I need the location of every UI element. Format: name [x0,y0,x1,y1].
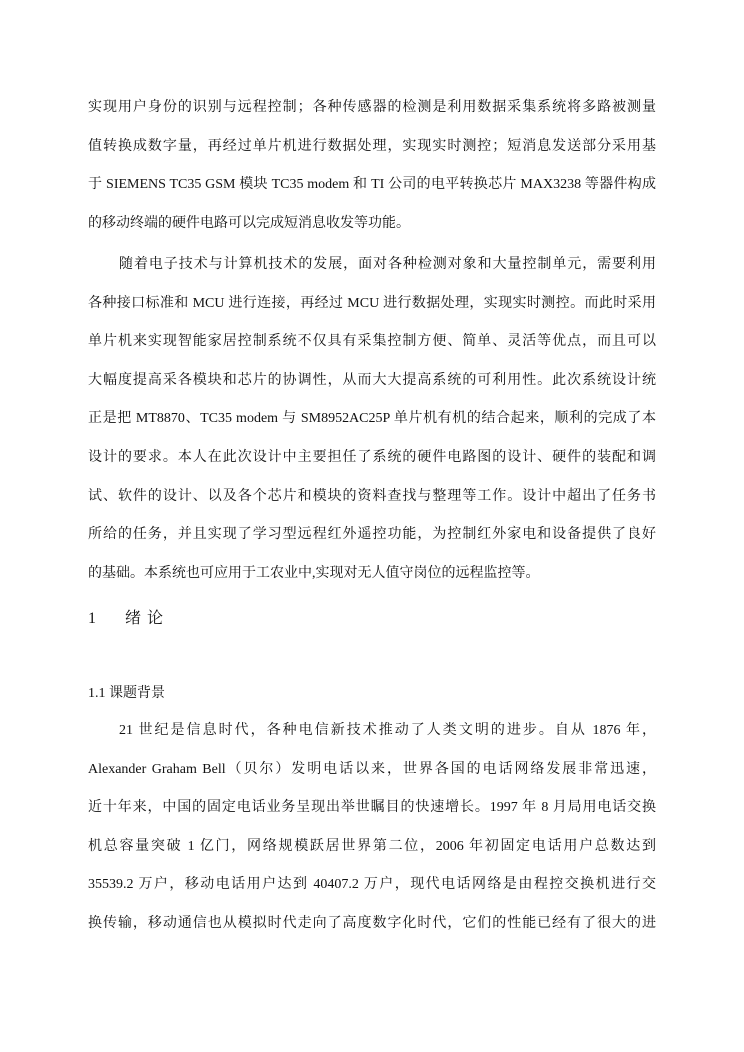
text-line: 的移动终端的硬件电路可以完成短消息收发等功能。 [88,215,410,231]
text-line: 单片机来实现智能家居控制系统不仅具有采集控制方便、简单、灵活等优点，而且可以 [88,334,656,350]
text-line: 大幅度提高采各模块和芯片的协调性，从而大大提高系统的可利用性。此次系统设计统 [88,372,656,388]
chapter-number: 1 [88,610,97,627]
text-line: 近十年来，中国的固定电话业务呈现出举世瞩目的快速增长。1997 年 8 月局用电话交换 [88,800,656,816]
chapter-title: 绪 论 [125,610,165,627]
text-line: 机总容量突破 1 亿门，网络规模跃居世界第二位，2006 年初固定电话用户总数达到 [88,838,656,854]
section-heading: 1.1 课题背景 [88,686,165,701]
text-line: 21 世纪是信息时代，各种电信新技术推动了人类文明的进步。自从 1876 年， [119,723,656,738]
text-line: 实现用户身份的识别与远程控制；各种传感器的检测是利用数据采集系统将多路被测量 [88,100,656,115]
text-line: Alexander Graham Bell（贝尔）发明电话以来，世界各国的电话网络发展非常迅速， [88,761,656,777]
text-line: 值转换成数字量，再经过单片机进行数据处理，实现实时测控；短消息发送部分采用基 [88,138,656,154]
text-line: 于 SIEMENS TC35 GSM 模块 TC35 modem 和 TI 公司的电平转换芯片 MAX3238 等器件构成 [88,177,656,193]
text-line: 的基础。本系统也可应用于工农业中,实现对无人值守岗位的远程监控等。 [88,565,540,581]
text-line: 试、软件的设计、以及各个芯片和模块的资料查找与整理等工作。设计中超出了任务书 [88,488,656,504]
chapter-heading [88,605,164,628]
text-line: 35539.2 万户，移动电话用户达到 40407.2 万户，现代电话网络是由程控交换机进行交 [88,877,656,893]
text-line: 设计的要求。本人在此次设计中主要担任了系统的硬件电路图的设计、硬件的装配和调 [88,450,656,465]
text-line: 各种接口标准和 MCU 进行连接，再经过 MCU 进行数据处理，实现实时测控。而此时采用 [88,295,656,311]
text-line: 正是把 MT8870、TC35 modem 与 SM8952AC25P 单片机有机的结合起来，顺利的完成了本 [88,411,656,427]
text-line: 所给的任务，并且实现了学习型远程红外遥控功能，为控制红外家电和设备提供了良好 [88,527,656,543]
text-line: 随着电子技术与计算机技术的发展，面对各种检测对象和大量控制单元，需要利用 [119,257,656,272]
text-line: 换传输，移动通信也从模拟时代走向了高度数字化时代，它们的性能已经有了很大的进 [88,916,656,931]
